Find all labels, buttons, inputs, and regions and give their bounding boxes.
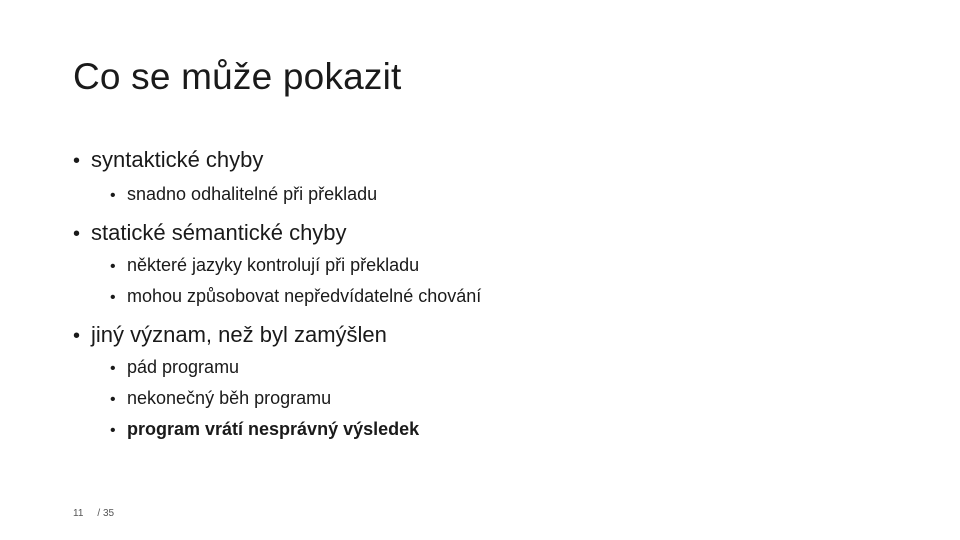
bullet-dot-icon: • [110, 258, 116, 275]
bullet-level1 [73, 322, 387, 348]
bullet-level2 [110, 184, 377, 205]
bullet-text: statické sémantické chyby [91, 220, 347, 245]
bullet-level2 [110, 419, 419, 440]
bullet-text: program vrátí nesprávný výsledek [127, 419, 420, 439]
bullet-dot-icon: • [110, 360, 116, 377]
bullet-dot-icon: • [110, 289, 116, 306]
bullet-level2 [110, 286, 481, 307]
bullet-dot-icon: • [73, 150, 81, 172]
slide-footer [73, 508, 114, 519]
bullet-level1 [73, 147, 263, 173]
bullet-dot-icon: • [73, 223, 81, 245]
bullet-level2 [110, 255, 419, 276]
bullet-dot-icon: • [110, 391, 116, 408]
bullet-level2 [110, 388, 331, 409]
bullet-dot-icon: • [110, 422, 116, 439]
bullet-text: pád programu [127, 357, 240, 377]
bullet-level2 [110, 357, 239, 378]
bullet-text: mohou způsobovat nepředvídatelné chování [127, 286, 482, 306]
slide-title: Co se může pokazit [73, 56, 402, 97]
bullet-text: snadno odhalitelné při překladu [127, 184, 378, 204]
bullet-dot-icon: • [73, 325, 81, 347]
bullet-text: syntaktické chyby [91, 147, 264, 172]
bullet-text: nekonečný běh programu [127, 388, 332, 408]
bullet-level1 [73, 220, 347, 246]
bullet-text: jiný význam, než byl zamýšlen [91, 322, 387, 347]
page-number: 11 [73, 508, 84, 519]
bullet-text: některé jazyky kontrolují při překladu [127, 255, 420, 275]
bullet-dot-icon: • [110, 187, 116, 204]
page-total: / 35 [97, 508, 115, 519]
